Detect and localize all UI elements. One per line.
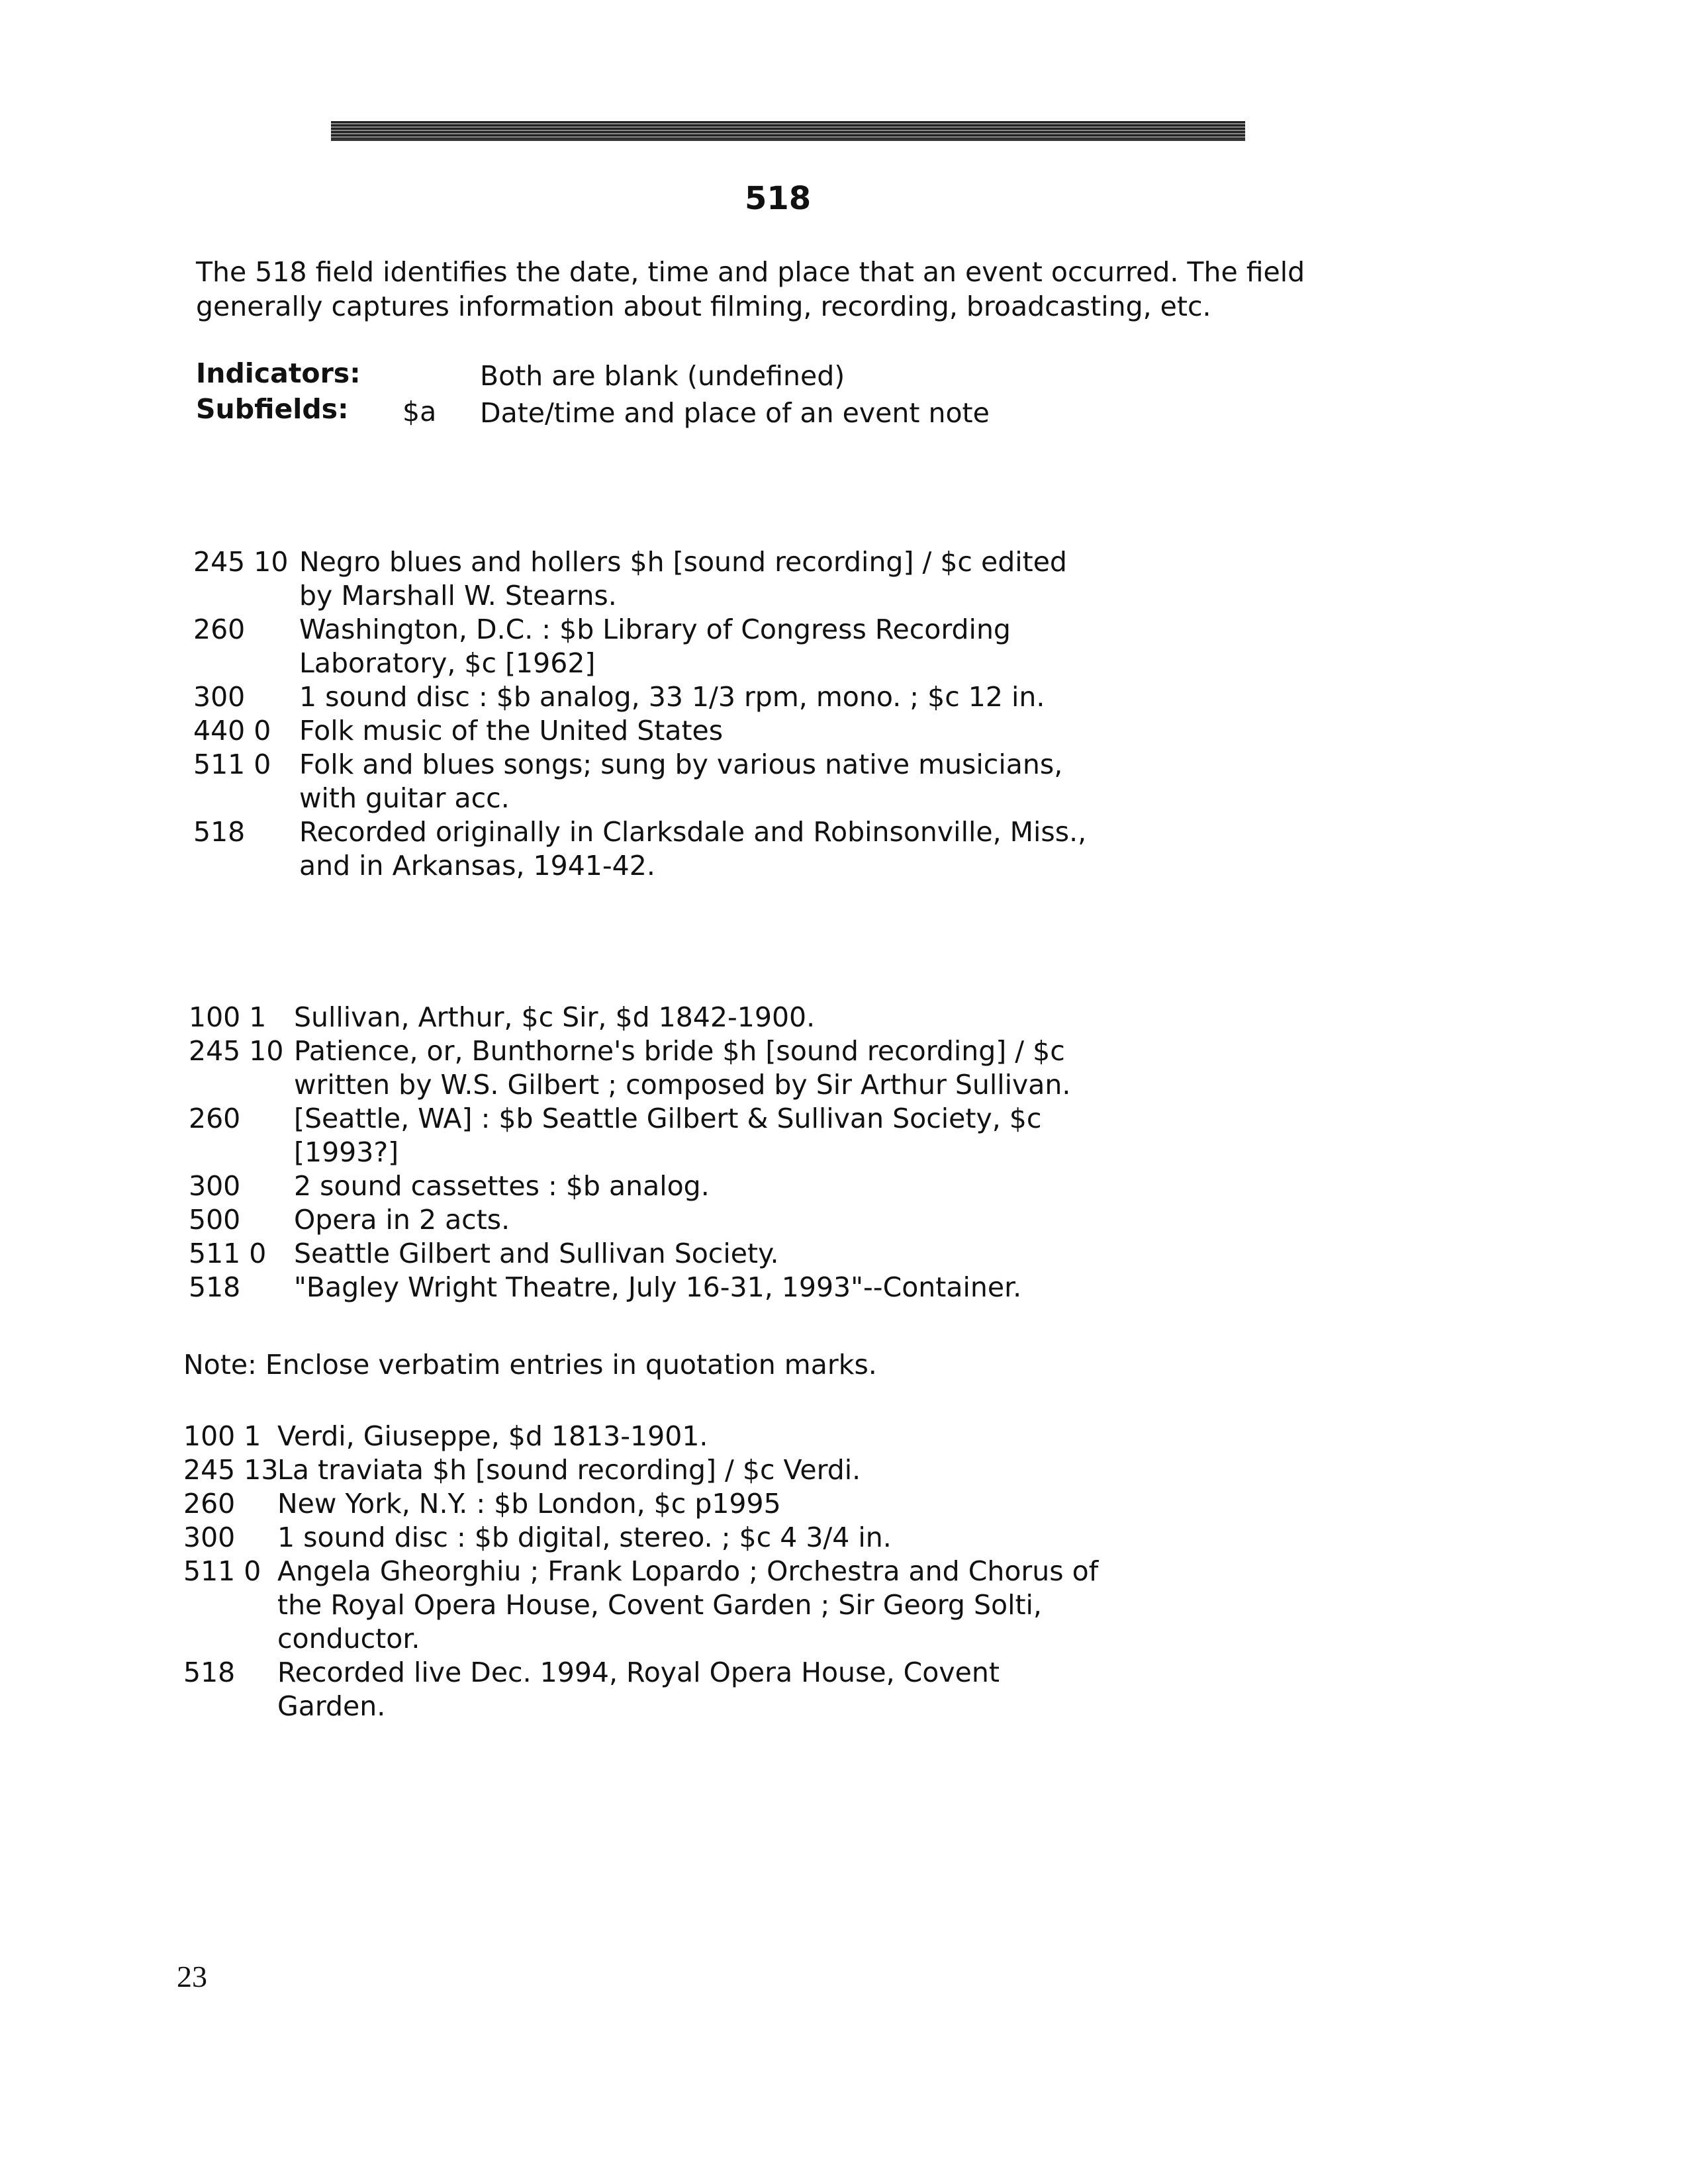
field-tag: 245 10 — [189, 1035, 284, 1067]
field-text-line: Verdi, Giuseppe, $d 1813-1901. — [277, 1420, 708, 1452]
marc-field — [193, 748, 1086, 815]
field-text-line: conductor. — [277, 1623, 420, 1655]
marc-field — [189, 1237, 1070, 1271]
field-text-line: the Royal Opera House, Covent Garden ; Sir Georg Solti, — [277, 1589, 1042, 1621]
field-text-line: written by W.S. Gilbert ; composed by Sir Arthur Sullivan. — [294, 1069, 1071, 1101]
marc-field — [193, 545, 1086, 613]
note-text: Note: Enclose verbatim entries in quotation marks. — [183, 1349, 877, 1381]
subfields-code: $a — [402, 396, 437, 428]
field-text-line: 2 sound cassettes : $b analog. — [294, 1170, 710, 1202]
field-text-line: Folk and blues songs; sung by various native musicians, — [299, 749, 1063, 780]
marc-field — [189, 1001, 1070, 1034]
field-tag: 100 1 — [183, 1420, 261, 1452]
field-tag: 260 — [193, 614, 246, 645]
field-tag: 511 0 — [189, 1238, 267, 1269]
field-text-line: Negro blues and hollers $h [sound recording] / $c edited — [299, 546, 1067, 578]
field-text-line: Seattle Gilbert and Sullivan Society. — [294, 1238, 779, 1269]
field-text-line: "Bagley Wright Theatre, July 16-31, 1993"--Container. — [294, 1271, 1022, 1303]
page-heading: 518 — [745, 180, 812, 217]
marc-field — [183, 1420, 1098, 1453]
marc-field — [189, 1169, 1070, 1203]
field-tag: 518 — [183, 1657, 236, 1688]
field-tag: 260 — [189, 1103, 241, 1134]
field-text-line: Laboratory, $c [1962] — [299, 647, 596, 679]
marc-record-2 — [189, 1001, 1070, 1304]
marc-record-3 — [183, 1420, 1098, 1723]
field-tag: 518 — [193, 816, 246, 848]
field-text-line: 1 sound disc : $b digital, stereo. ; $c 4 3/4 in. — [277, 1522, 892, 1553]
field-tag: 500 — [189, 1204, 241, 1236]
field-text-line: Recorded originally in Clarksdale and Robinsonville, Miss., — [299, 816, 1087, 848]
field-tag: 300 — [193, 681, 246, 713]
field-text-line: New York, N.Y. : $b London, $c p1995 — [277, 1488, 781, 1520]
indicators-value: Both are blank (undefined) — [480, 360, 845, 392]
marc-field — [183, 1555, 1098, 1656]
field-tag: 440 0 — [193, 715, 271, 747]
field-tag: 511 0 — [183, 1555, 261, 1587]
field-text-line: and in Arkansas, 1941-42. — [299, 850, 655, 882]
marc-field — [193, 714, 1086, 748]
marc-field — [183, 1521, 1098, 1555]
marc-field — [183, 1487, 1098, 1521]
intro-paragraph — [196, 255, 1305, 324]
marc-record-1 — [193, 545, 1086, 883]
field-text-line: 1 sound disc : $b analog, 33 1/3 rpm, mono. ; $c 12 in. — [299, 681, 1045, 713]
marc-field — [193, 815, 1086, 883]
intro-line: generally captures information about filming, recording, broadcasting, etc. — [196, 291, 1211, 322]
marc-field — [189, 1271, 1070, 1304]
field-tag: 511 0 — [193, 749, 271, 780]
field-text-line: Recorded live Dec. 1994, Royal Opera House, Covent — [277, 1657, 1000, 1688]
marc-field — [193, 680, 1086, 714]
marc-field — [183, 1656, 1098, 1723]
field-text-line: Folk music of the United States — [299, 715, 724, 747]
field-tag: 300 — [183, 1522, 236, 1553]
field-text-line: Angela Gheorghiu ; Frank Lopardo ; Orchestra and Chorus of — [277, 1555, 1099, 1587]
marc-field — [189, 1203, 1070, 1237]
field-text-line: Sullivan, Arthur, $c Sir, $d 1842-1900. — [294, 1001, 816, 1033]
marc-field — [183, 1453, 1098, 1487]
field-text-line: Garden. — [277, 1690, 386, 1722]
field-text-line: La traviata $h [sound recording] / $c Verdi. — [277, 1454, 861, 1486]
intro-line: The 518 field identifies the date, time and place that an event occurred. The field — [196, 256, 1305, 288]
field-tag: 100 1 — [189, 1001, 267, 1033]
field-tag: 300 — [189, 1170, 241, 1202]
field-text-line: [1993?] — [294, 1136, 399, 1168]
page-number: 23 — [177, 1960, 207, 1993]
field-tag: 245 13 — [183, 1454, 279, 1486]
field-text-line: Opera in 2 acts. — [294, 1204, 510, 1236]
indicators-label: Indicators: — [196, 357, 361, 389]
horizontal-rule — [331, 121, 1245, 141]
field-text-line: [Seattle, WA] : $b Seattle Gilbert & Sullivan Society, $c — [294, 1103, 1042, 1134]
field-text-line: by Marshall W. Stearns. — [299, 580, 617, 612]
marc-field — [189, 1102, 1070, 1169]
marc-field — [189, 1034, 1070, 1102]
field-text-line: with guitar acc. — [299, 782, 510, 814]
field-tag: 245 10 — [193, 546, 289, 578]
field-text-line: Washington, D.C. : $b Library of Congress Recording — [299, 614, 1011, 645]
field-tag: 518 — [189, 1271, 241, 1303]
field-text-line: Patience, or, Bunthorne's bride $h [sound recording] / $c — [294, 1035, 1065, 1067]
field-tag: 260 — [183, 1488, 236, 1520]
subfields-value: Date/time and place of an event note — [480, 397, 990, 429]
subfields-label: Subfields: — [196, 393, 349, 425]
marc-field — [193, 613, 1086, 680]
